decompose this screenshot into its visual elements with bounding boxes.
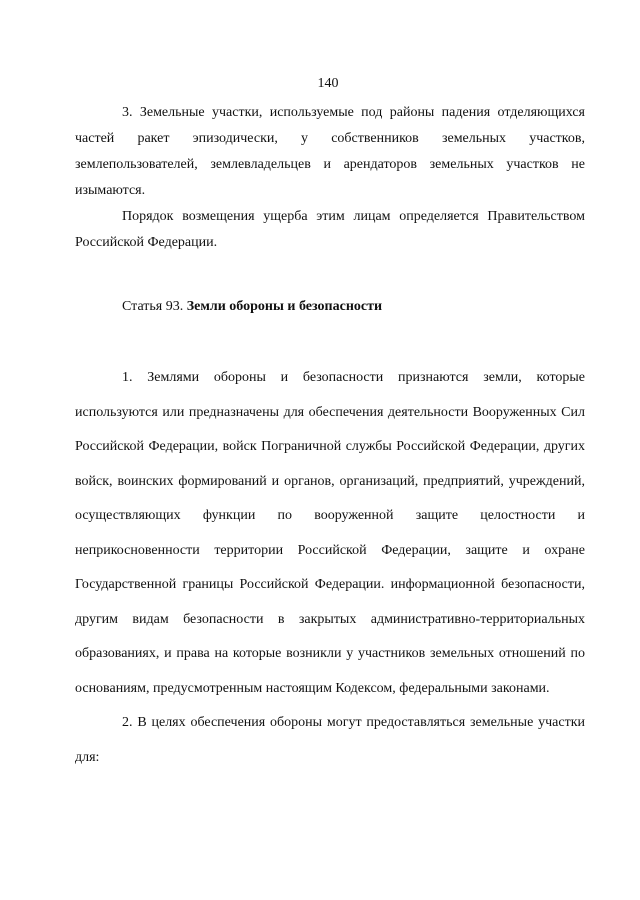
article-paragraph-1: 1. Землями обороны и безопасности признаются земли, которые используются или предназначены для обеспечения деятельности Вооруженных Сил Российской Федерации, войск Пограничной службы Российской Федерации, других войск, воинских формирований и органов, организаций, предприятий, учреждений, осуществляющих функции по вооруженной защите целостности и неприкосновенности территории Российской Федерации, защите и охране Государственной границы Российской Федерации. информационной безопасности, другим видам безопасности в закрытых административно-территориальных образованиях, и права на которые возникли у участников земельных отношений по основаниям, предусмотренным настоящим Кодексом, федеральными законами.	[75, 370, 585, 696]
page-number: 140	[317, 76, 339, 91]
paragraph-compensation-order: Порядок возмещения ущерба этим лицам определяется Правительством Российской Федерации.	[75, 209, 585, 250]
article-body	[75, 361, 585, 775]
previous-article-text	[75, 100, 585, 256]
article-title: Земли обороны и безопасности	[186, 299, 383, 314]
article-paragraph-2: 2. В целях обеспечения обороны могут предоставляться земельные участки для:	[75, 715, 585, 765]
article-label: Статья 93.	[122, 299, 184, 314]
article-heading	[122, 296, 382, 318]
paragraph-land-not-seized: 3. Земельные участки, используемые под районы падения отделяющихся частей ракет эпизодически, у собственников земельных участков, землепользователей, землевладельцев и арендаторов земельных участков не изымаются.	[75, 105, 585, 198]
